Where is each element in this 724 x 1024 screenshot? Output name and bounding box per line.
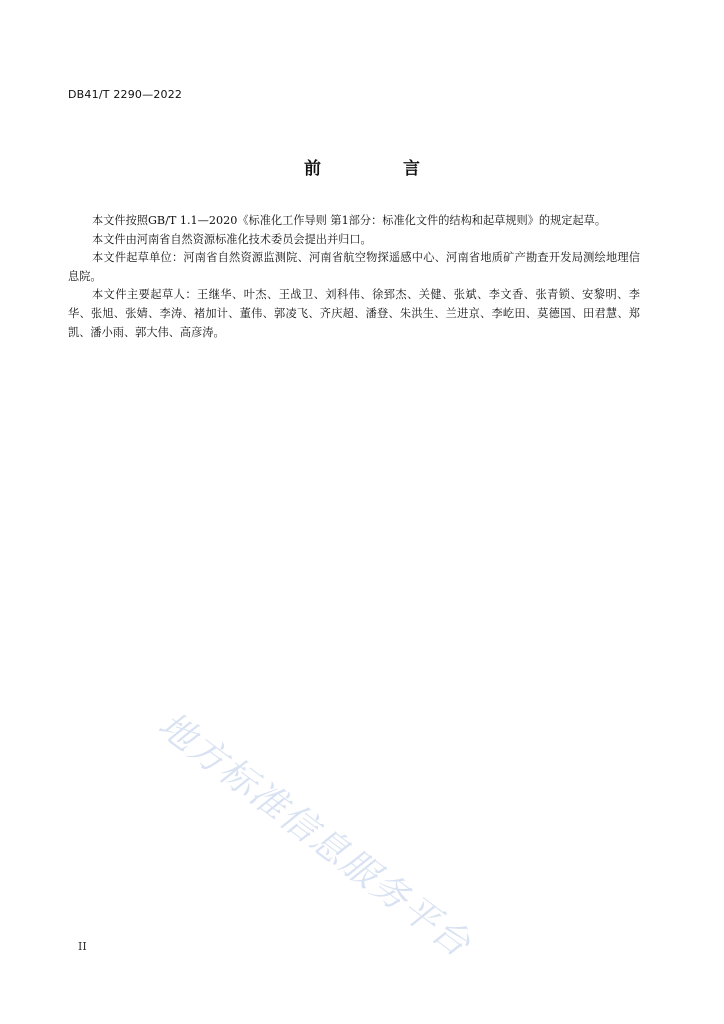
watermark: 地方标准信息服务平台	[150, 704, 479, 966]
paragraph-drafters: 本文件主要起草人：王继华、叶杰、王战卫、刘科伟、徐郅杰、关健、张斌、李文香、张青锁、安黎明、李华、张旭、张婧、李涛、褚加计、董伟、郭凌飞、齐庆超、潘登、朱洪生、兰进京、李屹田、莫德国、田君慧、郑凯、潘小雨、郭大伟、高彦涛。	[68, 288, 640, 339]
paragraph-proposer: 本文件由河南省自然资源标准化技术委员会提出并归口。	[92, 232, 372, 246]
document-code: DB41/T 2290—2022	[68, 88, 183, 101]
body-text	[68, 212, 640, 342]
paragraph-drafting-rules: 本文件按照GB/T 1.1—2020《标准化工作导则 第1部分：标准化文件的结构和起草规则》的规定起草。	[92, 214, 607, 227]
paragraph-drafting-units: 本文件起草单位：河南省自然资源监测院、河南省航空物探遥感中心、河南省地质矿产勘查开发局测绘地理信息院。	[68, 251, 640, 283]
page-number: II	[78, 940, 87, 953]
page-title: 前 言	[304, 159, 458, 179]
